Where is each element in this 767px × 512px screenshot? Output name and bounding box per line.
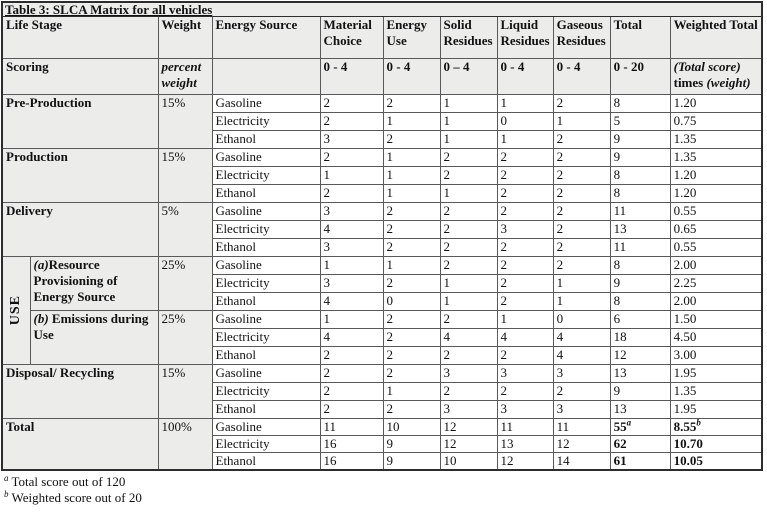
cell-grand-total: 62 xyxy=(610,436,670,453)
cell-total: 8 xyxy=(610,257,670,275)
scoring-scale: 0 – 4 xyxy=(440,59,497,95)
cell-value: 2 xyxy=(440,221,497,239)
cell-total: 8 xyxy=(610,293,670,311)
cell-value: 2 xyxy=(383,329,440,347)
cell-value: 3 xyxy=(553,401,610,419)
formula-total-score: (Total score) xyxy=(673,59,741,74)
stage-label: Emissions during Use xyxy=(33,311,149,342)
cell-value: 2 xyxy=(320,149,383,167)
use-band-cell xyxy=(2,257,30,365)
cell-value: 2 xyxy=(320,383,383,401)
weight-cell: 5% xyxy=(158,203,212,257)
col-header-liquid-residues: Liquid Residues xyxy=(497,17,553,59)
cell-value: 0 xyxy=(383,293,440,311)
energy-source-cell: Gasoline xyxy=(212,311,320,329)
col-header-solid-residues: Solid Residues xyxy=(440,17,497,59)
cell-value: 4 xyxy=(440,329,497,347)
cell-value: 2 xyxy=(553,383,610,401)
cell-value: 3 xyxy=(553,365,610,383)
scoring-scale: 0 - 20 xyxy=(610,59,670,95)
energy-source-cell: Gasoline xyxy=(212,257,320,275)
cell-weighted: 3.00 xyxy=(670,347,762,365)
cell-value: 1 xyxy=(383,149,440,167)
cell-value: 1 xyxy=(383,113,440,131)
cell-value: 2 xyxy=(497,149,553,167)
stage-cell-total: Total xyxy=(2,419,158,471)
col-header-total: Total xyxy=(610,17,670,59)
weight-cell: 25% xyxy=(158,257,212,311)
cell-value: 1 xyxy=(440,95,497,113)
cell-value: 13 xyxy=(497,436,553,453)
cell-weighted: 1.35 xyxy=(670,131,762,149)
cell-value: 12 xyxy=(440,419,497,436)
energy-source-cell: Ethanol xyxy=(212,293,320,311)
energy-source-cell: Gasoline xyxy=(212,149,320,167)
cell-value: 4 xyxy=(320,221,383,239)
footnote-text: Weighted score out of 20 xyxy=(11,490,142,505)
cell-value: 1 xyxy=(553,293,610,311)
cell-grand-weighted: 10.05 xyxy=(670,453,762,471)
cell-weighted: 1.35 xyxy=(670,149,762,167)
cell-weighted: 1.20 xyxy=(670,95,762,113)
cell-value: 10 xyxy=(440,453,497,471)
cell-value: 2 xyxy=(553,167,610,185)
energy-source-cell: Electricity xyxy=(212,436,320,453)
cell-value: 2 xyxy=(320,347,383,365)
cell-value: 1 xyxy=(383,257,440,275)
col-header-gaseous-residues: Gaseous Residues xyxy=(553,17,610,59)
cell-total: 8 xyxy=(610,95,670,113)
cell-value: 16 xyxy=(320,453,383,471)
cell-value: 2 xyxy=(383,95,440,113)
cell-grand-total: 61 xyxy=(610,453,670,471)
energy-source-cell: Gasoline xyxy=(212,95,320,113)
scoring-weighted-formula xyxy=(670,59,762,95)
cell-weighted: 4.50 xyxy=(670,329,762,347)
table-row xyxy=(2,203,762,221)
scoring-scale: 0 - 4 xyxy=(383,59,440,95)
cell-weighted: 0.65 xyxy=(670,221,762,239)
cell-value: 2 xyxy=(553,221,610,239)
cell-value: 2 xyxy=(440,311,497,329)
energy-source-cell: Electricity xyxy=(212,383,320,401)
stage-cell-production: Production xyxy=(2,149,158,203)
cell-weighted: 1.20 xyxy=(670,167,762,185)
cell-total: 6 xyxy=(610,311,670,329)
table-title: Table 3: SLCA Matrix for all vehicles xyxy=(5,2,213,17)
cell-value: 11 xyxy=(553,419,610,436)
cell-value: 11 xyxy=(320,419,383,436)
table-row xyxy=(2,149,762,167)
cell-value: 2 xyxy=(383,221,440,239)
table-title-cell xyxy=(2,2,762,17)
weight-cell: 15% xyxy=(158,95,212,149)
cell-value: 2 xyxy=(383,347,440,365)
cell-value: 1 xyxy=(383,383,440,401)
table-title-row xyxy=(2,2,762,17)
energy-source-cell: Gasoline xyxy=(212,365,320,383)
scoring-scale: 0 - 4 xyxy=(553,59,610,95)
cell-weighted: 2.25 xyxy=(670,275,762,293)
stage-cell-disposal: Disposal/ Recycling xyxy=(2,365,158,419)
cell-total: 13 xyxy=(610,365,670,383)
cell-value: 2 xyxy=(497,167,553,185)
cell-weighted: 2.00 xyxy=(670,257,762,275)
energy-source-cell: Ethanol xyxy=(212,131,320,149)
footnote-a xyxy=(4,474,767,490)
cell-value: 1 xyxy=(440,275,497,293)
header-row xyxy=(2,17,762,59)
cell-value: 2 xyxy=(497,275,553,293)
cell-value: 12 xyxy=(553,436,610,453)
energy-source-cell: Ethanol xyxy=(212,453,320,471)
cell-total: 9 xyxy=(610,383,670,401)
cell-total: 11 xyxy=(610,203,670,221)
footnotes xyxy=(4,474,767,506)
cell-weighted: 0.55 xyxy=(670,239,762,257)
cell-value: 2 xyxy=(440,239,497,257)
stage-label: Resource Provisioning of Energy Source xyxy=(33,257,118,304)
energy-source-cell: Ethanol xyxy=(212,401,320,419)
cell-value: 2 xyxy=(497,383,553,401)
footnote-marker: b xyxy=(4,488,9,499)
cell-value: 1 xyxy=(383,167,440,185)
footnote-b xyxy=(4,490,767,506)
scoring-weight: percent weight xyxy=(158,59,212,95)
stage-cell-emissions xyxy=(30,311,158,365)
cell-value: 2 xyxy=(553,95,610,113)
cell-value: 2 xyxy=(320,365,383,383)
cell-total: 9 xyxy=(610,275,670,293)
col-header-life-stage: Life Stage xyxy=(2,17,158,59)
scoring-energy-source-empty xyxy=(212,59,320,95)
cell-weighted: 0.55 xyxy=(670,203,762,221)
table-row xyxy=(2,311,762,329)
cell-total: 9 xyxy=(610,149,670,167)
cell-weighted: 2.00 xyxy=(670,293,762,311)
grand-total-value: 55 xyxy=(613,419,627,434)
cell-total: 5 xyxy=(610,113,670,131)
cell-value: 2 xyxy=(440,167,497,185)
cell-value: 3 xyxy=(440,401,497,419)
cell-value: 4 xyxy=(320,329,383,347)
table-row xyxy=(2,95,762,113)
cell-value: 2 xyxy=(497,293,553,311)
cell-total: 13 xyxy=(610,401,670,419)
formula-times: times xyxy=(673,75,707,90)
cell-value: 1 xyxy=(440,185,497,203)
scoring-scale: 0 - 4 xyxy=(320,59,383,95)
cell-total: 9 xyxy=(610,131,670,149)
cell-value: 2 xyxy=(497,185,553,203)
stage-cell-resource-provisioning xyxy=(30,257,158,311)
cell-value: 16 xyxy=(320,436,383,453)
scoring-scale: 0 - 4 xyxy=(497,59,553,95)
weight-cell: 100% xyxy=(158,419,212,471)
cell-value: 14 xyxy=(553,453,610,471)
table-row xyxy=(2,257,762,275)
cell-value: 2 xyxy=(553,131,610,149)
table-row-total xyxy=(2,419,762,436)
cell-grand-weighted xyxy=(670,419,762,436)
energy-source-cell: Electricity xyxy=(212,113,320,131)
stage-cell-delivery: Delivery xyxy=(2,203,158,257)
cell-value: 3 xyxy=(497,221,553,239)
cell-value: 10 xyxy=(383,419,440,436)
cell-value: 2 xyxy=(440,203,497,221)
cell-value: 2 xyxy=(497,257,553,275)
cell-value: 12 xyxy=(440,436,497,453)
stage-label-prefix: (b) xyxy=(33,311,49,326)
cell-value: 9 xyxy=(383,436,440,453)
weight-cell: 15% xyxy=(158,365,212,419)
col-header-energy-use: Energy Use xyxy=(383,17,440,59)
cell-value: 1 xyxy=(440,113,497,131)
col-header-energy-source: Energy Source xyxy=(212,17,320,59)
energy-source-cell: Ethanol xyxy=(212,239,320,257)
cell-total: 8 xyxy=(610,167,670,185)
col-header-weight: Weight xyxy=(158,17,212,59)
cell-value: 4 xyxy=(553,347,610,365)
cell-value: 11 xyxy=(497,419,553,436)
cell-value: 1 xyxy=(497,311,553,329)
cell-value: 1 xyxy=(553,113,610,131)
energy-source-cell: Ethanol xyxy=(212,347,320,365)
cell-value: 2 xyxy=(440,347,497,365)
energy-source-cell: Electricity xyxy=(212,275,320,293)
cell-total: 12 xyxy=(610,347,670,365)
energy-source-cell: Electricity xyxy=(212,329,320,347)
cell-weighted: 1.95 xyxy=(670,401,762,419)
footnote-marker: a xyxy=(4,472,9,483)
weight-cell: 25% xyxy=(158,311,212,365)
cell-value: 2 xyxy=(320,113,383,131)
cell-value: 2 xyxy=(440,149,497,167)
cell-value: 3 xyxy=(320,275,383,293)
footnote-marker-b: b xyxy=(696,418,701,428)
cell-weighted: 0.75 xyxy=(670,113,762,131)
cell-weighted: 1.95 xyxy=(670,365,762,383)
cell-value: 2 xyxy=(553,257,610,275)
stage-label-prefix: (a) xyxy=(33,257,49,272)
cell-value: 1 xyxy=(320,167,383,185)
energy-source-cell: Electricity xyxy=(212,167,320,185)
cell-value: 2 xyxy=(440,257,497,275)
energy-source-cell: Gasoline xyxy=(212,419,320,436)
cell-value: 2 xyxy=(383,311,440,329)
cell-value: 3 xyxy=(320,203,383,221)
cell-value: 1 xyxy=(320,311,383,329)
cell-value: 2 xyxy=(553,149,610,167)
cell-value: 3 xyxy=(497,401,553,419)
scoring-label: Scoring xyxy=(2,59,158,95)
scoring-row xyxy=(2,59,762,95)
cell-grand-total xyxy=(610,419,670,436)
formula-weight: (weight) xyxy=(706,75,751,90)
cell-value: 3 xyxy=(440,365,497,383)
energy-source-cell: Gasoline xyxy=(212,203,320,221)
cell-value: 3 xyxy=(320,131,383,149)
cell-value: 2 xyxy=(383,401,440,419)
cell-value: 1 xyxy=(440,131,497,149)
cell-value: 2 xyxy=(383,131,440,149)
cell-value: 1 xyxy=(383,185,440,203)
cell-value: 2 xyxy=(383,365,440,383)
cell-value: 1 xyxy=(320,257,383,275)
cell-value: 3 xyxy=(320,239,383,257)
stage-cell-pre-production: Pre-Production xyxy=(2,95,158,149)
cell-value: 3 xyxy=(497,365,553,383)
cell-total: 18 xyxy=(610,329,670,347)
table-row xyxy=(2,365,762,383)
cell-value: 2 xyxy=(497,239,553,257)
cell-value: 2 xyxy=(497,203,553,221)
cell-value: 2 xyxy=(320,401,383,419)
cell-value: 9 xyxy=(383,453,440,471)
cell-value: 4 xyxy=(320,293,383,311)
cell-value: 2 xyxy=(383,203,440,221)
footnote-text: Total score out of 120 xyxy=(11,474,126,489)
cell-value: 12 xyxy=(497,453,553,471)
use-band-label: USE xyxy=(8,295,24,326)
cell-grand-weighted: 10.70 xyxy=(670,436,762,453)
cell-value: 1 xyxy=(497,131,553,149)
cell-total: 11 xyxy=(610,239,670,257)
cell-value: 2 xyxy=(320,185,383,203)
footnote-marker-a: a xyxy=(626,418,632,428)
cell-value: 4 xyxy=(497,329,553,347)
cell-value: 2 xyxy=(497,347,553,365)
col-header-material-choice: Material Choice xyxy=(320,17,383,59)
energy-source-cell: Ethanol xyxy=(212,185,320,203)
cell-value: 0 xyxy=(497,113,553,131)
cell-value: 1 xyxy=(440,293,497,311)
cell-value: 2 xyxy=(383,275,440,293)
cell-value: 4 xyxy=(553,329,610,347)
cell-weighted: 1.35 xyxy=(670,383,762,401)
cell-weighted: 1.20 xyxy=(670,185,762,203)
col-header-weighted-total: Weighted Total xyxy=(670,17,762,59)
cell-value: 1 xyxy=(553,275,610,293)
cell-value: 2 xyxy=(320,95,383,113)
cell-value: 2 xyxy=(383,239,440,257)
cell-value: 1 xyxy=(497,95,553,113)
energy-source-cell: Electricity xyxy=(212,221,320,239)
cell-weighted: 1.50 xyxy=(670,311,762,329)
cell-value: 2 xyxy=(440,383,497,401)
cell-value: 2 xyxy=(553,239,610,257)
cell-value: 2 xyxy=(553,185,610,203)
cell-total: 8 xyxy=(610,185,670,203)
grand-weighted-value: 8.55 xyxy=(673,419,697,434)
weight-cell: 15% xyxy=(158,149,212,203)
slca-table xyxy=(1,1,763,471)
cell-value: 2 xyxy=(553,203,610,221)
cell-total: 13 xyxy=(610,221,670,239)
cell-value: 0 xyxy=(553,311,610,329)
